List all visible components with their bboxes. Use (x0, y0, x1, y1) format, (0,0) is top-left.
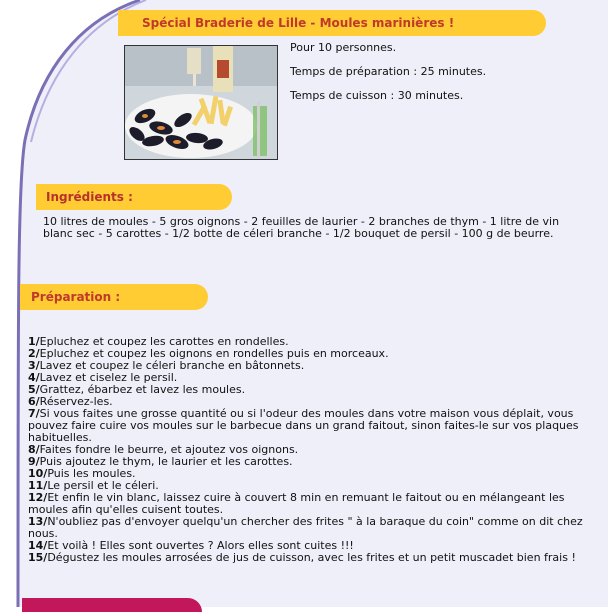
step-text: Réservez-les. (39, 395, 113, 408)
step-number: 8/ (28, 443, 40, 456)
preparation-heading: Préparation : (31, 290, 121, 304)
step-number: 3/ (28, 359, 40, 372)
step-number: 15/ (28, 551, 48, 564)
ingredients-text: 10 litres de moules - 5 gros oignons - 2 feuilles de laurier - 2 branches de thym - 1 litre de vin blanc sec - 5 carottes - 1/2 botte de céleri branche - 1/2 bouquet de persil - 100 g de beurre. (43, 215, 560, 240)
step-text: Dégustez les moules arrosées de jus de cuisson, avec les frites et un petit muscadet bien frais ! (47, 551, 576, 564)
step-text: Grattez, ébarbez et lavez les moules. (39, 383, 246, 396)
recipe-title-banner (118, 10, 546, 36)
step-number: 6/ (28, 395, 40, 408)
step-text: Puis les moules. (47, 467, 136, 480)
recipe-title: Spécial Braderie de Lille - Moules marinières ! (142, 16, 455, 30)
step-text: Lavez et coupez le céleri branche en bâtonnets. (39, 359, 305, 372)
step-number: 9/ (28, 455, 40, 468)
bottom-section-banner (22, 598, 202, 612)
step-number: 13/ (28, 515, 48, 528)
step-text: Lavez et ciselez le persil. (39, 371, 178, 384)
step-text: Puis ajoutez le thym, le laurier et les carottes. (39, 455, 293, 468)
step-number: 7/ (28, 407, 40, 420)
ingredients-banner (36, 184, 232, 210)
preparation-steps (28, 336, 594, 564)
ingredients-heading: Ingrédients : (46, 190, 133, 204)
step-number: 12/ (28, 491, 48, 504)
recipe-photo (124, 45, 278, 160)
step-text: Epluchez et coupez les oignons en rondelles puis en morceaux. (39, 347, 389, 360)
step-text: Si vous faites une grosse quantité ou si l'odeur des moules dans votre maison vous déplait, vous pouvez faire cuire vos moules sur le barbecue dans un grand faitout, sinon faites-le sur vos plaques habituelles. (28, 407, 579, 444)
step-number: 14/ (28, 539, 48, 552)
step-item (28, 552, 594, 564)
step-number: 5/ (28, 383, 40, 396)
step-number: 2/ (28, 347, 40, 360)
preparation-banner (20, 284, 208, 310)
step-text: Epluchez et coupez les carottes en rondelles. (39, 335, 289, 348)
step-item (28, 492, 594, 516)
servings-text: Pour 10 personnes. (290, 41, 397, 54)
step-text: N'oubliez pas d'envoyer quelqu'un chercher des frites " à la baraque du coin" comme on dit chez nous. (28, 515, 583, 540)
step-text: Le persil et le céleri. (47, 479, 159, 492)
step-number: 1/ (28, 335, 40, 348)
recipe-info (290, 42, 486, 114)
step-number: 4/ (28, 371, 40, 384)
step-number: 11/ (28, 479, 48, 492)
mussels-photo-icon (125, 46, 277, 159)
step-text: Faites fondre le beurre, et ajoutez vos oignons. (39, 443, 299, 456)
cook-time-text: Temps de cuisson : 30 minutes. (290, 89, 464, 102)
step-number: 10/ (28, 467, 48, 480)
step-item (28, 384, 594, 396)
step-item (28, 516, 594, 540)
step-text: Et enfin le vin blanc, laissez cuire à couvert 8 min en remuant le faitout ou en mélangeant les moules afin qu'elles cuisent toutes. (28, 491, 565, 516)
step-text: Et voilà ! Elles sont ouvertes ? Alors elles sont cuites !!! (47, 539, 354, 552)
prep-time-text: Temps de préparation : 25 minutes. (290, 65, 487, 78)
step-item (28, 408, 594, 444)
